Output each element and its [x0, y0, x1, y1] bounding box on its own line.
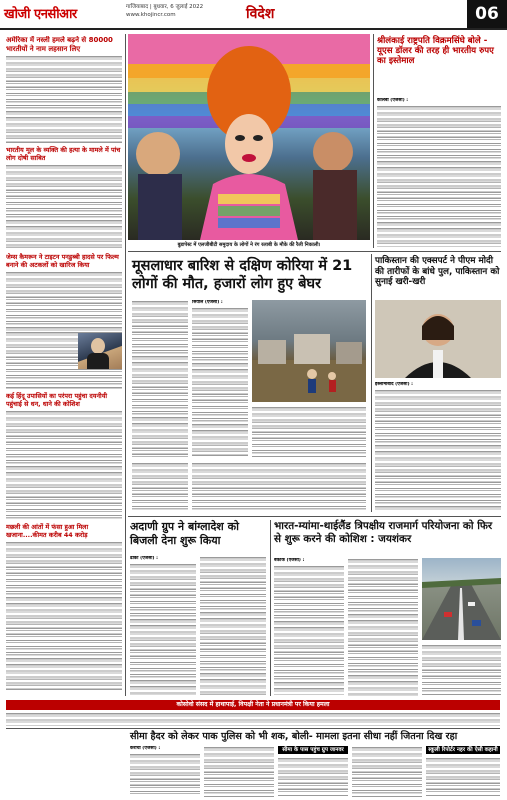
kosovo-banner: कोसोवो संसद में हाथापाई, विपक्षी नेता ने प्रधानमंत्री पर किया हमला — [6, 700, 500, 710]
seema-story-col2 — [204, 746, 274, 798]
srilanka-story — [377, 98, 501, 248]
crosshead: सीमा के पास पहुंच ग्रुप जानवर — [278, 746, 348, 754]
edition-date: गाजियाबाद | बुधवार, 6 जुलाई 2022 — [126, 4, 204, 10]
parade-illustration — [128, 34, 370, 240]
story-headline: अमेरिका में नस्ली हमले बढ़ने से 80000 भारतीयों ने नाम लहसान लिए — [6, 36, 113, 53]
highway-story-col1 — [274, 558, 344, 696]
pakistan-headline: पाकिस्तान की एक्सपर्ट ने पीएम मोदी की तारीफों के बांधे पुल, पाकिस्तान को सुनाई खरी-खरी — [375, 256, 500, 288]
story-headline: भारतीय मूल के व्यक्ति की हत्या के मामले में पांच लोग दोषी साबित — [6, 146, 121, 162]
kosovo-strip — [6, 712, 500, 726]
flood-illustration — [252, 300, 366, 402]
seema-story-col5 — [426, 746, 500, 798]
story-headline: मछली की आंतों में फंसा हुआ मिला खजाना....कीमत करीब 44 करोड़ — [6, 523, 89, 539]
page-number: 06 — [467, 0, 507, 28]
seema-story-col3 — [278, 746, 348, 798]
highway-story-col3 — [422, 644, 501, 696]
left-column — [6, 36, 122, 696]
korea-text-col2 — [192, 300, 248, 458]
srilanka-headline: श्रीलंकाई राष्ट्रपति विक्रमसिंघे बोले - यूएस डॉलर की तरह ही भारतीय रुपए का इस्तेमाल — [377, 36, 494, 67]
dateline: कराची (एजेंसी) : — [130, 746, 161, 751]
section-title: विदेश — [246, 6, 275, 22]
section-rule — [128, 251, 501, 252]
masthead — [0, 0, 507, 30]
expert-illustration — [375, 300, 501, 378]
korea-text-col1b — [132, 462, 188, 512]
adani-headline: अदाणी ग्रुप ने बांग्लादेश को बिजली देना शुरू किया — [130, 520, 239, 547]
dateline: इस्लामाबाद (एजेंसी) : — [375, 382, 414, 387]
korea-text-col3 — [252, 406, 366, 458]
column-rule — [125, 34, 126, 696]
cameron-photo — [78, 333, 122, 369]
korea-flood-photo — [252, 300, 366, 402]
adani-story-col1 — [130, 556, 196, 696]
pakistan-story — [375, 382, 501, 512]
seema-headline: सीमा हैदर को लेकर पाक पुलिस को भी शक, बोली- मामला इतना सीधा नहीं जितना दिख रहा — [130, 731, 458, 742]
korea-text-col1 — [132, 300, 188, 458]
crosshead: स्कूली रिपोर्टर नहर की ऐसी कहानी — [426, 746, 500, 754]
seema-story-col1 — [130, 746, 200, 798]
story-headline: जेम्स कैमरून ने टाइटन पनडुब्बी हादसे पर फिल्म बनाने की अटकलों को खारिज किया — [6, 253, 119, 269]
dateline: बैंकॉक (एजेंसी) : — [274, 558, 305, 563]
highway-story-col2 — [348, 558, 418, 696]
column-rule — [371, 254, 372, 512]
highway-photo — [422, 558, 501, 640]
section-rule — [6, 728, 500, 729]
highway-headline: भारत-म्यांमा-थाईलैंड त्रिपक्षीय राजमार्ग परियोजना को फिर से शुरू करने की कोशिश : जयशंकर — [274, 520, 493, 545]
dateline: ढाका (एजेंसी) : — [130, 556, 158, 561]
korea-headline: मूसलाधार बारिश से दक्षिण कोरिया में 21 लोगों की मौत, हजारों लोग हुए बेघर — [132, 258, 353, 292]
adani-story-col2 — [200, 556, 266, 696]
column-rule — [373, 34, 374, 248]
pakistan-expert-photo — [375, 300, 501, 378]
dateline: कोलंबो (एजेंसी) : — [377, 98, 409, 103]
parade-photo-caption: बुडापेस्ट में एलजीबीटी समुदाय के लोगों ने रंग रलाबी के मौके की रैली निकाली। — [177, 242, 321, 248]
seema-story-col4 — [352, 746, 422, 798]
edition-info — [126, 3, 203, 19]
newspaper-logo: खोजी एनसीआर — [4, 7, 77, 22]
highway-illustration — [422, 558, 501, 640]
dateline: सियोल (एजेंसी) : — [192, 300, 223, 305]
edition-website: www.khojincr.com — [126, 12, 176, 18]
story-headline: कई हिंदू उपासियों का परंपरा पहुंचा दयनीयी पहुंचाई से धन, धाने की कोशिश — [6, 392, 108, 408]
korea-text-bottom — [192, 462, 366, 512]
column-rule — [270, 520, 271, 696]
lgbt-parade-photo — [128, 34, 370, 240]
section-rule — [128, 516, 501, 517]
